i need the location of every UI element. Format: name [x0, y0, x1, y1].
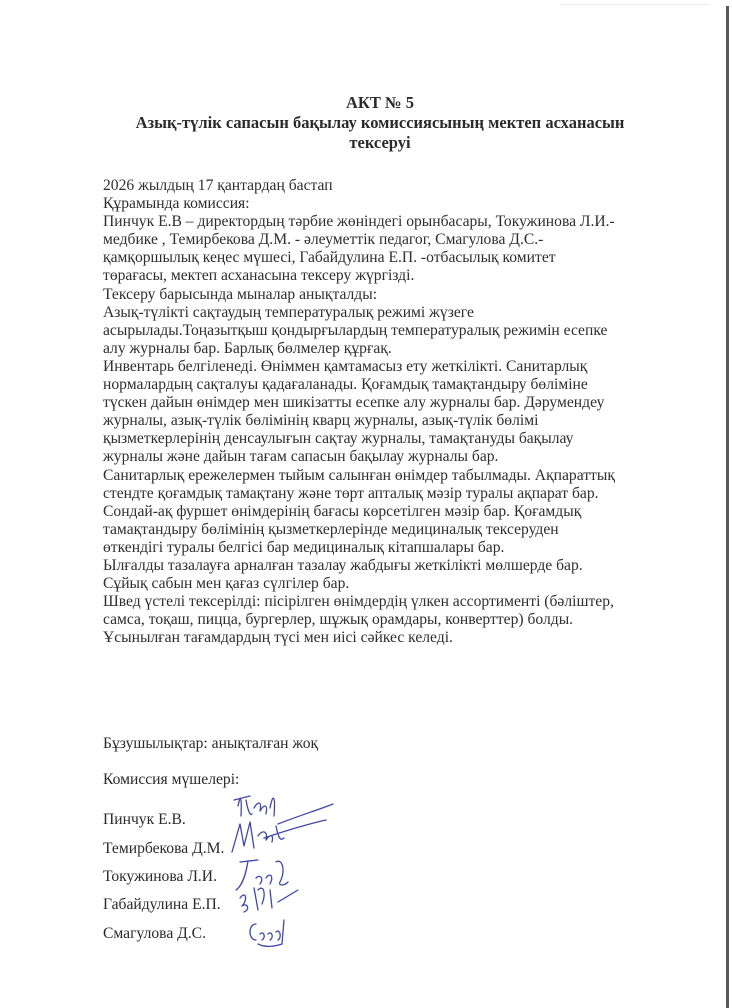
body-line: Азық-түлікті сақтаудың температуралық режимі жүзеге [103, 303, 474, 321]
body-line: Санитарлық ережелермен тыйым салынған өнімдер табылмады. Ақпараттық [103, 466, 615, 484]
body-line: өткендігі туралы белгісі бар медициналық кітапшалары бар. [103, 538, 505, 556]
member-pinchuk: Пинчук Е.В. [103, 811, 186, 828]
body-line: Құрамында комиссия: [103, 195, 250, 213]
body-line: тамақтандыру бөлімінің қызметкерлерінде медициналық тексеруден [103, 520, 559, 538]
commission-members-heading: Комиссия мүшелері: [103, 771, 240, 788]
body-line: нормалардың сақталуы қадағаланады. Қоғамдық тамақтандыру бөліміне [103, 376, 588, 394]
body-line: Сұйық сабын мен қағаз сүлгілер бар. [103, 575, 350, 593]
body-line: қамқоршылық кеңес мүшесі, Габайдулина Е.П. -отбасылық комитет [103, 249, 556, 267]
body-line: алу журналы бар. Барлық бөлмелер құрғақ. [103, 339, 392, 357]
body-line: Ылғалды тазалауға арналған тазалау жабдығы жеткілікті мөлшерде бар. [103, 556, 583, 574]
body-line: журналы және дайын тағам сапасын бақылау журналы бар. [103, 448, 499, 466]
body-line: Тексеру барысында мыналар анықталды: [103, 285, 378, 303]
body-line: медбике , Темирбекова Д.М. - әлеуметтік педагог, Смагулова Д.С.- [103, 231, 544, 249]
document-title [100, 93, 660, 153]
signature-gabaidulina [234, 880, 304, 914]
scan-artifact-line [560, 4, 710, 5]
signature-smagulova [246, 916, 296, 950]
page-edge-border [726, 6, 729, 1008]
body-line: самса, тоқаш, пицца, бургерлер, шұжық орамдары, конверттер) болды. [103, 611, 574, 629]
body-line: журналы, азық-түлік бөлімінің кварц журналы, азық-түлік бөлімі [103, 412, 539, 430]
body-line: Инвентарь белгіленеді. Өніммен қамтамасыз ету жеткілікті. Санитарлық [103, 357, 588, 375]
body-line: түскен дайын өнімдер мен шикізатты есепке алу журналы бар. Дәрумендеу [103, 394, 605, 412]
violations-statement: Бұзушылықтар: анықталған жоқ [103, 735, 319, 752]
body-line: асырылады.Тоңазытқыш қондырғылардың температуралық режимін есепке [103, 321, 608, 339]
member-gabaidulina: Габайдулина Е.П. [103, 896, 221, 913]
document-body [103, 177, 683, 647]
act-subject-cont: тексеруі [349, 133, 411, 152]
act-number: АКТ № 5 [346, 93, 414, 112]
member-temirbekova: Темирбекова Д.М. [103, 840, 225, 857]
body-line: Пинчук Е.В – директордың тәрбие жөніндегі орынбасары, Токужинова Л.И.- [103, 213, 615, 231]
body-line: стендте қоғамдық тамақтану және төрт апталық мәзір туралы ақпарат бар. [103, 484, 599, 502]
member-smagulova: Смагулова Д.С. [103, 925, 206, 942]
body-line: қызметкерлерінің денсаулығын сақтау журналы, тамақтануды бақылау [103, 430, 574, 448]
body-line: төрағасы, мектеп асханасына тексеру жүргізді. [103, 267, 415, 285]
body-line: 2026 жылдың 17 қантардаң бастап [103, 177, 333, 194]
signature-temirbekova [228, 816, 328, 856]
body-line: Сондай-ақ фуршет өнімдерінің бағасы көрсетілген мәзір бар. Қоғамдық [103, 502, 582, 520]
member-tokuzhinova: Токужинова Л.И. [103, 868, 217, 885]
body-line: Ұсынылған тағамдардың түсі мен иісі сәйкес келеді. [103, 629, 453, 647]
body-line: Швед үстелі тексерілді: пісірілген өнімдердің үлкен ассортименті (бәліштер, [103, 593, 614, 611]
act-subject: Азық-түлік сапасын бақылау комиссиясының мектеп асханасын [135, 113, 625, 132]
